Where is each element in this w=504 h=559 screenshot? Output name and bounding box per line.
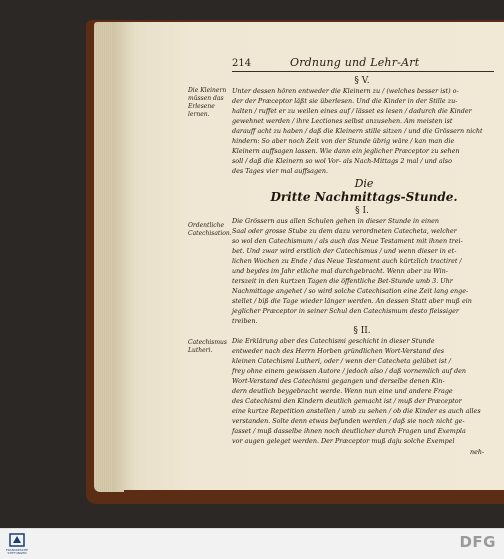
text-line: Kleinern auffsagen lassen. Wie dann ein jeglicher Præceptor zu sehen <box>232 147 460 155</box>
text-line: und beydes im Jahr etliche mal durchgebracht. Wenn aber zu Win- <box>232 267 448 275</box>
text-line: Nachmittage angehet / so wird solche Catechisation eine Zeit lang enge- <box>232 287 469 295</box>
text-line: gewehnet werden / ihre Lectiones selbst anzusehen. Am meisten ist <box>232 117 453 125</box>
text-line: der der Præceptor läßt sie überlesen. Und die Kinder in der Stille zu- <box>232 97 458 105</box>
text-line: darauff acht zu haben / daß die Kleinern stille sitzen / und die Grössern nicht <box>232 127 483 135</box>
text-line: dern deutlich beygebracht werde. Wenn nun eine und andere Frage <box>232 387 453 395</box>
text-line: terszeit in den kurtzen Tagen die öffentliche Bet-Stunde umb 3. Uhr <box>232 277 453 285</box>
paragraph <box>232 86 496 176</box>
text-line: hindern: So aber noch Zeit von der Stunde übrig wäre / kan man die <box>232 137 455 145</box>
text-line: Die Erklärung aber des Catechismi geschicht in dieser Stunde <box>232 337 435 345</box>
library-name-line: FRANCKESCHE <box>5 548 29 552</box>
library-logo-text <box>0 549 34 555</box>
funder-logo: DFG <box>459 533 496 551</box>
margin-note-line: Die Kleinern <box>188 87 227 94</box>
page-number: 214 <box>232 58 252 69</box>
margin-note <box>188 339 234 355</box>
head-rule <box>232 71 494 72</box>
margin-note-line: Lutheri. <box>188 347 213 354</box>
text-line: bet. Und zwar wird erstlich der Catechismus / und wenn dieser in et- <box>232 247 457 255</box>
section-mark: § I. <box>355 206 369 216</box>
text-line: entweder nach des Herrn Horben gründlichen Wort-Verstand des <box>232 347 445 355</box>
paragraph <box>232 216 496 326</box>
text-line: Die Grössern aus allen Schulen gehen in dieser Stunde in einen <box>232 217 440 225</box>
viewer-footer <box>0 528 504 559</box>
section-mark: § II. <box>353 326 371 336</box>
text-line: jeglicher Præceptor in seiner Schul den Catechismum desto fleissiger <box>232 307 459 315</box>
text-line: vor augen geleget werden. Der Præceptor muß daju solche Exempel <box>232 437 455 445</box>
margin-note-line: Ordentliche <box>188 222 225 229</box>
text-line: stellet / biß die Tage wieder länger werden. An dessen Statt aber muß ein <box>232 297 472 305</box>
chapter-title-prefix: Die <box>354 177 374 190</box>
text-line: verstanden. Solte denn etwas befunden werden / daß sie noch nicht ge- <box>232 417 465 425</box>
margin-note-line: Erlesene <box>188 103 215 110</box>
text-line: kleinen Catechismi Lutheri, oder / wenn der Catecheta gelübet ist / <box>232 357 451 365</box>
text-line: Saal oder grosse Stube zu dem dazu verordneten Catecheta, welcher <box>232 227 457 235</box>
text-line: soll / daß die Kleinern so wol Vor- als Nach-Mittags 2 mal / und also <box>232 157 452 165</box>
text-line: frey ohne einem gewissen Autore / jedoch also / daß vornemlich auf den <box>232 367 467 375</box>
running-head: Ordnung und Lehr-Art <box>290 56 420 69</box>
text-line: treiben. <box>232 317 258 325</box>
text-line: des Tages vier mal auffsagen. <box>232 167 328 175</box>
text-line: halten / ruffet er zu weilen eines auf / lässet es lesen / dadurch die Kinder <box>232 107 472 115</box>
paragraph <box>232 336 496 446</box>
text-line: Wort-Verstand des Catechismi gegangen und derselbe denen Kin- <box>232 377 445 385</box>
chapter-title: Dritte Nachmittags-Stunde. <box>270 190 458 204</box>
text-line: eine kurtze Repetition anstellen / umb zu sehen / ob die Kinder es auch alles <box>232 407 481 415</box>
text-line: lichen Wochen zu Ende / das Neue Testament auch kürtzlich tractiret / <box>232 257 462 265</box>
library-name-line: STIFTUNGEN <box>7 551 27 555</box>
section-mark: § V. <box>354 76 370 86</box>
margin-note-line: lernen. <box>188 111 210 118</box>
margin-note <box>188 87 234 119</box>
margin-note-line: Catechisation. <box>188 230 232 237</box>
text-line: fasset / muß dasselbe ihnen noch deutlicher durch Fragen und Exempla <box>232 427 466 435</box>
margin-note-line: Catechismus <box>188 339 227 346</box>
margin-note-line: müssen das <box>188 95 224 102</box>
text-line: so wol den Catechismum / als auch das Neue Testament mit ihnen trei- <box>232 237 463 245</box>
margin-note <box>188 222 234 238</box>
catchword: neh- <box>470 448 485 456</box>
text-line: des Catechismi den Kindern deutlich gemacht ist / muß der Præceptor <box>232 397 462 405</box>
text-line: Unter dessen hören entweder die Kleinern zu / (welches besser ist) o- <box>232 87 459 95</box>
